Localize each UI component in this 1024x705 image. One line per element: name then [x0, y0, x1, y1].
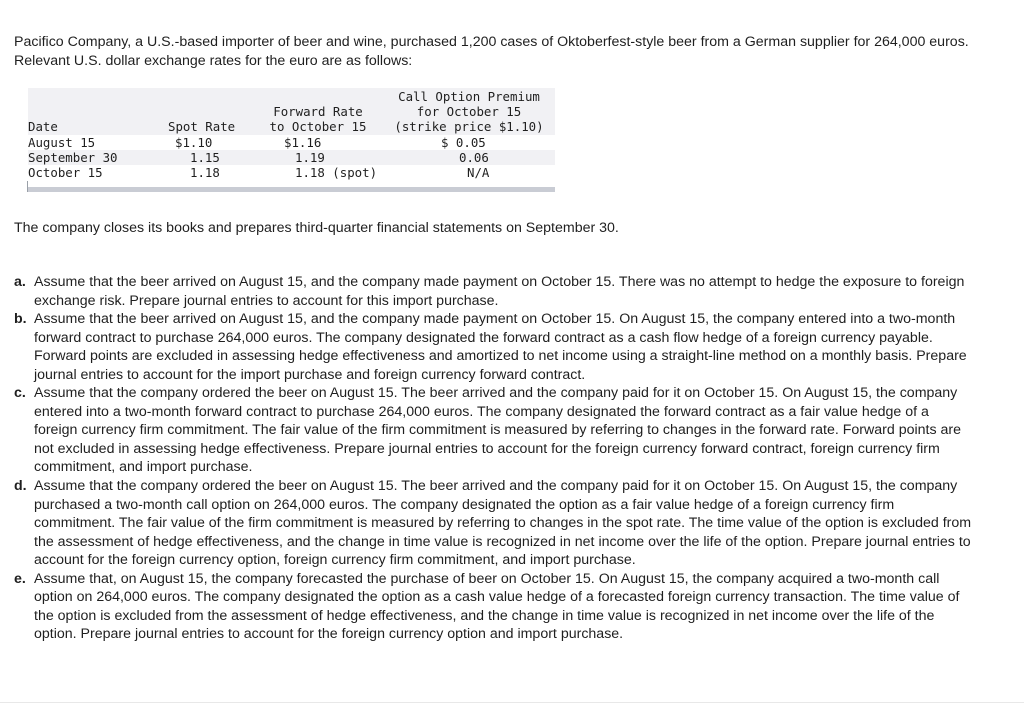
list-item [14, 570, 976, 644]
table-left-tick [27, 181, 28, 192]
list-item [14, 477, 976, 570]
cell-date: October 15 [28, 165, 103, 180]
cell-forward-rate: 1.18 (spot) [295, 165, 378, 180]
item-text: Assume that the beer arrived on August 15, and the company made payment on October 15. There was no attempt to hedge the exposure to foreign exchange risk. Prepare journal entries to account for this import purchase. [34, 274, 965, 309]
header-forward-rate-line2: to October 15 [269, 119, 367, 134]
item-letter: c. [14, 385, 26, 402]
list-item [14, 310, 976, 384]
header-forward-rate-line1: Forward Rate [273, 104, 363, 119]
item-text: Assume that the company ordered the beer on August 15. The beer arrived and the company paid for it on October 15. On August 15, the company purchased a two-month call option on 264,000 euros. The company designated the option as a fair value hedge of a foreign currency firm commitment. The fair value of the firm commitment is measured by referring to changes in the spot rate. The time value of the option is excluded from the assessment of hedge effectiveness, and the change in time value is recognized in net income over the life of the option. Prepare journal entries to account for the foreign currency option, foreign currency firm commitment, and import purchase. [34, 478, 972, 569]
cell-option-premium: $ 0.05 [441, 135, 486, 150]
table-bottom-rule [28, 187, 555, 192]
intro-paragraph: Pacifico Company, a U.S.-based importer of beer and wine, purchased 1,200 cases of Oktoberfest-style beer from a German supplier for 264,000 euros. Relevant U.S. dollar exchange rates for the euro are as follows: [14, 34, 969, 69]
cell-forward-rate: $1.16 [284, 135, 322, 150]
item-letter: d. [14, 478, 27, 495]
cell-date: August 15 [28, 135, 96, 150]
item-text: Assume that the company ordered the beer on August 15. The beer arrived and the company paid for it on October 15. On August 15, the company entered into a two-month forward contract to purchase 264,000 euros. The company designated the forward contract as a fair value hedge of a foreign currency firm commitment. The fair value of the firm commitment is measured by referring to changes in the forward rate. Forward points are not excluded in assessing hedge effectiveness. Prepare journal entries to account for the foreign currency forward contract, foreign currency firm commitment, and import purchase. [34, 385, 962, 476]
cell-forward-rate: 1.19 [295, 150, 325, 165]
list-item [14, 384, 976, 477]
header-spot-rate: Spot Rate [168, 119, 236, 134]
item-letter: b. [14, 311, 27, 328]
cell-spot-rate: 1.15 [190, 150, 220, 165]
header-call-option-line2: for October 15 [416, 104, 522, 119]
cell-spot-rate: $1.10 [175, 135, 213, 150]
question-list [14, 273, 976, 644]
header-date: Date [28, 119, 58, 134]
header-call-option-line3: (strike price $1.10) [394, 119, 544, 134]
item-letter: e. [14, 570, 26, 587]
cell-date: September 30 [28, 150, 118, 165]
closing-note: The company closes its books and prepares third-quarter financial statements on September 30. [14, 220, 619, 236]
exchange-rate-table [28, 88, 555, 192]
list-item [14, 273, 976, 310]
cell-option-premium: 0.06 [459, 150, 489, 165]
header-call-option-line1: Call Option Premium [398, 89, 540, 104]
cell-spot-rate: 1.18 [190, 165, 220, 180]
cell-option-premium: N/A [467, 165, 490, 180]
item-letter: a. [14, 274, 26, 290]
page-bottom-divider [0, 702, 1024, 703]
item-text: Assume that, on August 15, the company forecasted the purchase of beer on October 15. On August 15, the company acquired a two-month call option on 264,000 euros. The company designated the option as a cash value hedge of a forecasted foreign currency transaction. The time value of the option is excluded from the assessment of hedge effectiveness, and the change in time value is recognized in net income over the life of the option. Prepare journal entries to account for the foreign currency option and import purchase. [34, 570, 960, 643]
item-text: Assume that the beer arrived on August 15, and the company made payment on October 15. On August 15, the company entered into a two-month forward contract to purchase 264,000 euros. The company designated the forward contract as a cash flow hedge of a foreign currency payable. Forward points are excluded in assessing hedge effectiveness and amortized to net income using a straight-line method on a monthly basis. Prepare journal entries to account for the import purchase and foreign currency forward contract. [34, 311, 967, 383]
